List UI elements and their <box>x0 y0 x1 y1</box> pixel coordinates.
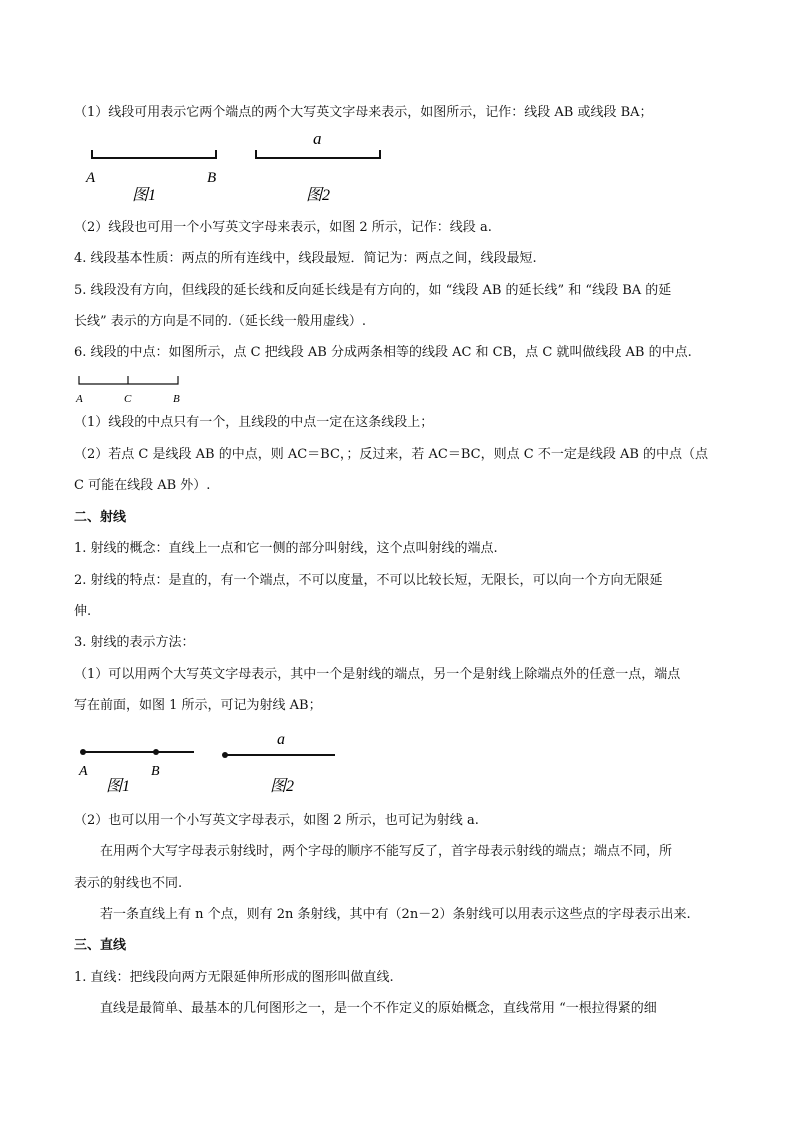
text-line: 1. 射线的概念：直线上一点和它一侧的部分叫射线，这个点叫射线的端点. <box>74 541 498 556</box>
text-line: 6. 线段的中点：如图所示，点 C 把线段 AB 分成两条相等的线段 AC 和 CB，点 C 就叫做线段 AB 的中点. <box>74 345 692 360</box>
label-b: B <box>151 764 160 779</box>
caption-fig2: 图2 <box>270 778 295 795</box>
label-small-a: a <box>277 731 285 748</box>
label-b: B <box>207 170 217 186</box>
label-c: C <box>124 393 132 405</box>
label-small-a: a <box>313 129 322 148</box>
text-line: 若一条直线上有 n 个点，则有 2n 条射线，其中有（2n－2）条射线可以用表示这些点的字母表示出来. <box>100 907 691 922</box>
text-line: （2）也可以用一个小写英文字母表示，如图 2 所示，也可记为射线 a. <box>74 813 479 828</box>
segment-acb <box>79 376 178 384</box>
label-a: A <box>86 170 96 186</box>
text-line: （1）可以用两个大写英文字母表示，其中一个是射线的端点，另一个是射线上除端点外的任意一点，端点 <box>74 667 681 682</box>
segment-ab <box>92 150 216 158</box>
segment-a <box>256 150 380 158</box>
midpoint-figure <box>75 376 180 405</box>
text-line: 表示的射线也不同. <box>74 876 183 891</box>
text-line: 伸. <box>74 604 92 619</box>
text-line: 4. 线段基本性质：两点的所有连线中，线段最短．简记为：两点之间，线段最短. <box>74 251 537 266</box>
text-line: C 可能在线段 AB 外）. <box>74 478 211 493</box>
text-line: （1）线段可用表示它两个端点的两个大写英文字母来表示，如图所示，记作：线段 AB 或线段 BA； <box>74 105 653 120</box>
text-line: 在用两个大写字母表示射线时，两个字母的顺序不能写反了，首字母表示射线的端点；端点不同，所 <box>100 844 673 859</box>
section-heading: 三、直线 <box>74 938 127 953</box>
label-b: B <box>173 393 180 405</box>
point-b <box>153 749 159 755</box>
endpoint-a <box>80 749 86 755</box>
text-line: 写在前面，如图 1 所示，可记为射线 AB； <box>74 698 322 713</box>
label-a: A <box>79 764 88 779</box>
text-line: （2）若点 C 是线段 AB 的中点，则 AC＝BC，；反过来，若 AC＝BC，则点 C 不一定是线段 AB 的中点（点 <box>74 447 709 462</box>
text-line: 直线是最简单、最基本的几何图形之一，是一个不作定义的原始概念，直线常用 “一根拉得紧的细 <box>100 1001 657 1016</box>
caption-fig1: 图1 <box>132 187 157 204</box>
text-line: 1. 直线：把线段向两方无限延伸所形成的图形叫做直线. <box>74 970 394 985</box>
text-line: 3. 射线的表示方法： <box>74 635 195 650</box>
caption-fig1: 图1 <box>106 778 131 795</box>
text-line: （2）线段也可用一个小写英文字母来表示，如图 2 所示，记作：线段 a. <box>74 220 492 235</box>
caption-fig2: 图2 <box>306 187 331 204</box>
label-a: A <box>76 393 83 405</box>
text-line: 2. 射线的特点：是直的，有一个端点，不可以度量，不可以比较长短，无限长，可以向一个方向无限延 <box>74 573 663 588</box>
endpoint <box>222 752 228 758</box>
text-line: 5. 线段没有方向，但线段的延长线和反向延长线是有方向的，如 “线段 AB 的延长线” 和 “线段 BA 的延 <box>74 283 672 298</box>
text-line: 长线” 表示的方向是不同的.（延长线一般用虚线）. <box>74 314 367 329</box>
ray-figure <box>78 731 335 795</box>
segment-figure <box>85 129 380 204</box>
text-line: （1）线段的中点只有一个，且线段的中点一定在这条线段上； <box>74 415 434 430</box>
section-heading: 二、射线 <box>74 510 127 525</box>
